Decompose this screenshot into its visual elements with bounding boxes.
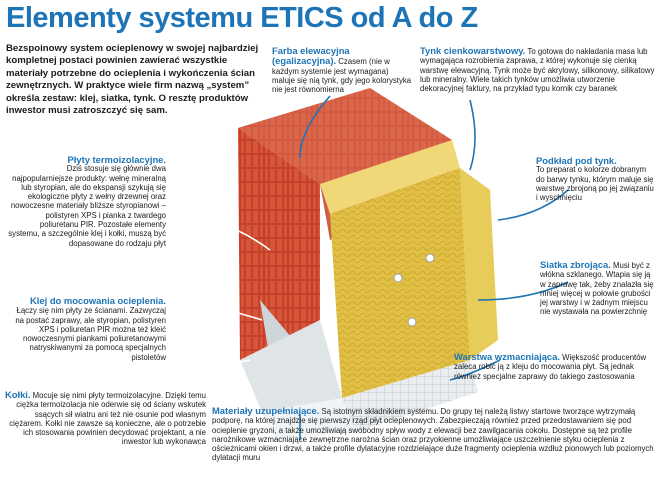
plyty-heading: Płyty termoizolacyjne. [67,154,166,165]
tynk-heading: Tynk cienkowarstwowy. [420,45,526,56]
siatka-text: Musi być z włókna szklanego. Wtapia się ją w zaprawę tak, żeby znalazła się mniej więcej w połowie grubości jej warstwy i w żadnym miejscu nie wystawała na powierzchnię [540,261,654,317]
kolki-heading: Kołki. [4,389,31,400]
kolki-text: Mocuje się nimi płyty termoizolacyjne. Dzięki temu ciężka termoizolacja nie oderwie się od ściany wskutek ssących sił wiatru ani też nie osunie pod własnym ciężarem. Kołki nie zawsze są konieczne, ale o potrzebie ich stosowania powinien decydować projektant, a nie inwestor lub wykonawca [9,391,206,447]
intro-text: Bezspoinowy system ocieplenowy w swojej najbardziej kompletnej postaci powinien zawierać wszystkie materiały potrzebne do ocieplenia i wykończenia ścian zewnętrznych. W praktyce wiele firm nazwą „system” określa zestaw: klej, siatka, tynk. O resztę produktów inwestor musi zatroszczyć się sam. [6,43,259,117]
label-warstwa-wzmacniajaca [454,352,658,381]
label-materialy-uzupelniajace [212,406,658,463]
farba-text: Czasem (nie w każdym systemie jest wymagana) maluje się nią tynk, gdy jego kolorystyka nie jest równomierna [272,57,412,95]
siatka-heading: Siatka zbrojąca. [540,259,611,270]
plyty-text: Dziś stosuje się głównie dwa najpopularniejsze produkty: wełnę mineralną lub styropian, ale do ekspansji szykują się ekologiczne płyty z wełny drzewnej oraz nowoczesne materiały bliższe styropianowi – polistyren XPS i pianka z twardego poliuretanu PIR. Pozostałe elementy systemu, a szczególnie klej i kołki, muszą być dopasowane do rodzaju płyt [8,164,166,248]
label-kolki [4,390,206,447]
label-farba-elewacyjna [272,46,412,94]
materialy-text: Są istotnym składnikiem systemu. Do grupy tej należą listwy startowe tworzące wytrzymałą podporę, na której znajdzie się pierwszy rząd płyt ocieplenowych. Zabezpieczają również przed przedostawaniem się pod ocieplenie gryzoni, a także umożliwiają swobodny spływ wody z elewacji bez zawilgacania cokołu. Dostępne są też profile narożnikowe wzmacniające zewnętrzne narożna ścian oraz przyokienne umożliwiające uszczelnienie styku ocieplenia z ościeżnicami okien i drzwi, a także profile dylatacyjne rozdzielające duże fragmenty ocieplenia wzdłuż pionowych lub poziomych dylatacji muru [212,407,654,463]
page-title: Elementy systemu ETICS od A do Z [6,2,478,34]
klej-heading: Klej do mocowania ocieplenia. [30,295,166,306]
label-plyty-termoizolacyjne [8,155,166,248]
podklad-text: To preparat o kolorze dobranym do barwy tynku, którym maluje się warstwę zbrojoną po jej związaniu i wyschnięciu [536,165,654,203]
tynk-text: To gotowa do nakładania masa lub wymagająca rozrobienia zaprawa, z której wykonuje się cienką warstwę elewacyjną. Tynk może być akrylowy, silikonowy, silikatowy lub mineralny. Wiele takich tynków umożliwia utworzenie dekoracyjnej faktury, na przykład typu kornik czy baranek [420,47,655,94]
farba-heading: Farba elewacyjna (egalizacyjna). [272,45,350,67]
warstwa-heading: Warstwa wzmacniająca. [454,351,560,362]
label-siatka-zbrojaca [540,260,658,317]
label-podklad-pod-tynk [536,156,656,202]
materialy-heading: Materiały uzupełniające. [212,405,320,416]
warstwa-text: Większość producentów zaleca robić ją z kleju do mocowania płyt. Są jednak również specjalne zaprawy do takiego zastosowania [454,353,647,381]
podklad-heading: Podkład pod tynk. [536,155,617,166]
klej-text: Łączy się nim płyty ze ścianami. Zazwyczaj na postać zaprawy, ale styropian, polistyren XPS i poliuretan PIR można też kleić nowoczesnymi piankami poliuretanowymi natryskiwanymi za pomocą specjalnych pistoletów [15,306,166,362]
label-tynk-cienkowarstwowy [420,46,656,93]
label-klej-do-mocowania [8,296,166,362]
